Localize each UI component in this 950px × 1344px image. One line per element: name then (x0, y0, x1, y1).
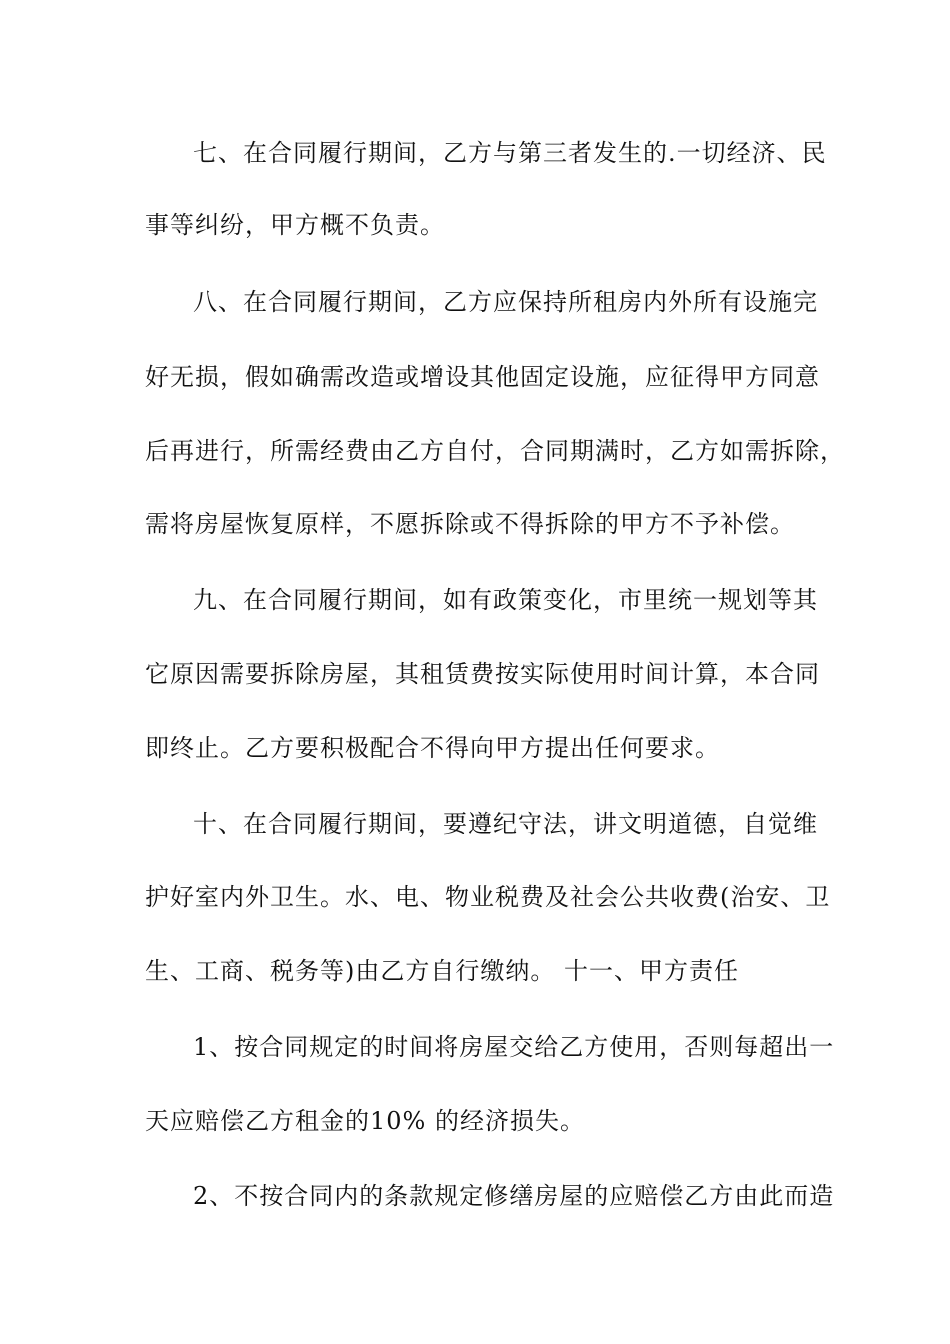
text-line: 它原因需要拆除房屋，其租赁费按实际使用时间计算，本合同 (145, 660, 820, 688)
text-line: 事等纠纷，甲方概不负责。 (145, 211, 445, 239)
text-line: 即终止。乙方要积极配合不得向甲方提出任何要求。 (145, 734, 720, 762)
text-line: 护好室内外卫生。水、电、物业税费及社会公共收费(治安、卫 (145, 883, 831, 911)
text-line: 好无损，假如确需改造或增设其他固定设施，应征得甲方同意 (145, 363, 820, 391)
text-line: 生、工商、税务等)由乙方自行缴纳。 十一、甲方责任 (145, 957, 739, 985)
text-line: 十、在合同履行期间，要遵纪守法，讲文明道德，自觉维 (193, 810, 818, 838)
text-line: 2、不按合同内的条款规定修缮房屋的应赔偿乙方由此而造 (193, 1182, 835, 1210)
text-line: 八、在合同履行期间，乙方应保持所租房内外所有设施完 (193, 288, 818, 316)
text-line: 七、在合同履行期间，乙方与第三者发生的.一切经济、民 (193, 139, 827, 167)
text-line: 需将房屋恢复原样，不愿拆除或不得拆除的甲方不予补偿。 (145, 510, 795, 538)
text-line: 后再进行，所需经费由乙方自付，合同期满时，乙方如需拆除， (145, 437, 845, 465)
text-line: 天应赔偿乙方租金的10% 的经济损失。 (145, 1107, 585, 1135)
text-line: 九、在合同履行期间，如有政策变化，市里统一规划等其 (193, 586, 818, 614)
text-line: 1、按合同规定的时间将房屋交给乙方使用，否则每超出一 (193, 1033, 835, 1061)
